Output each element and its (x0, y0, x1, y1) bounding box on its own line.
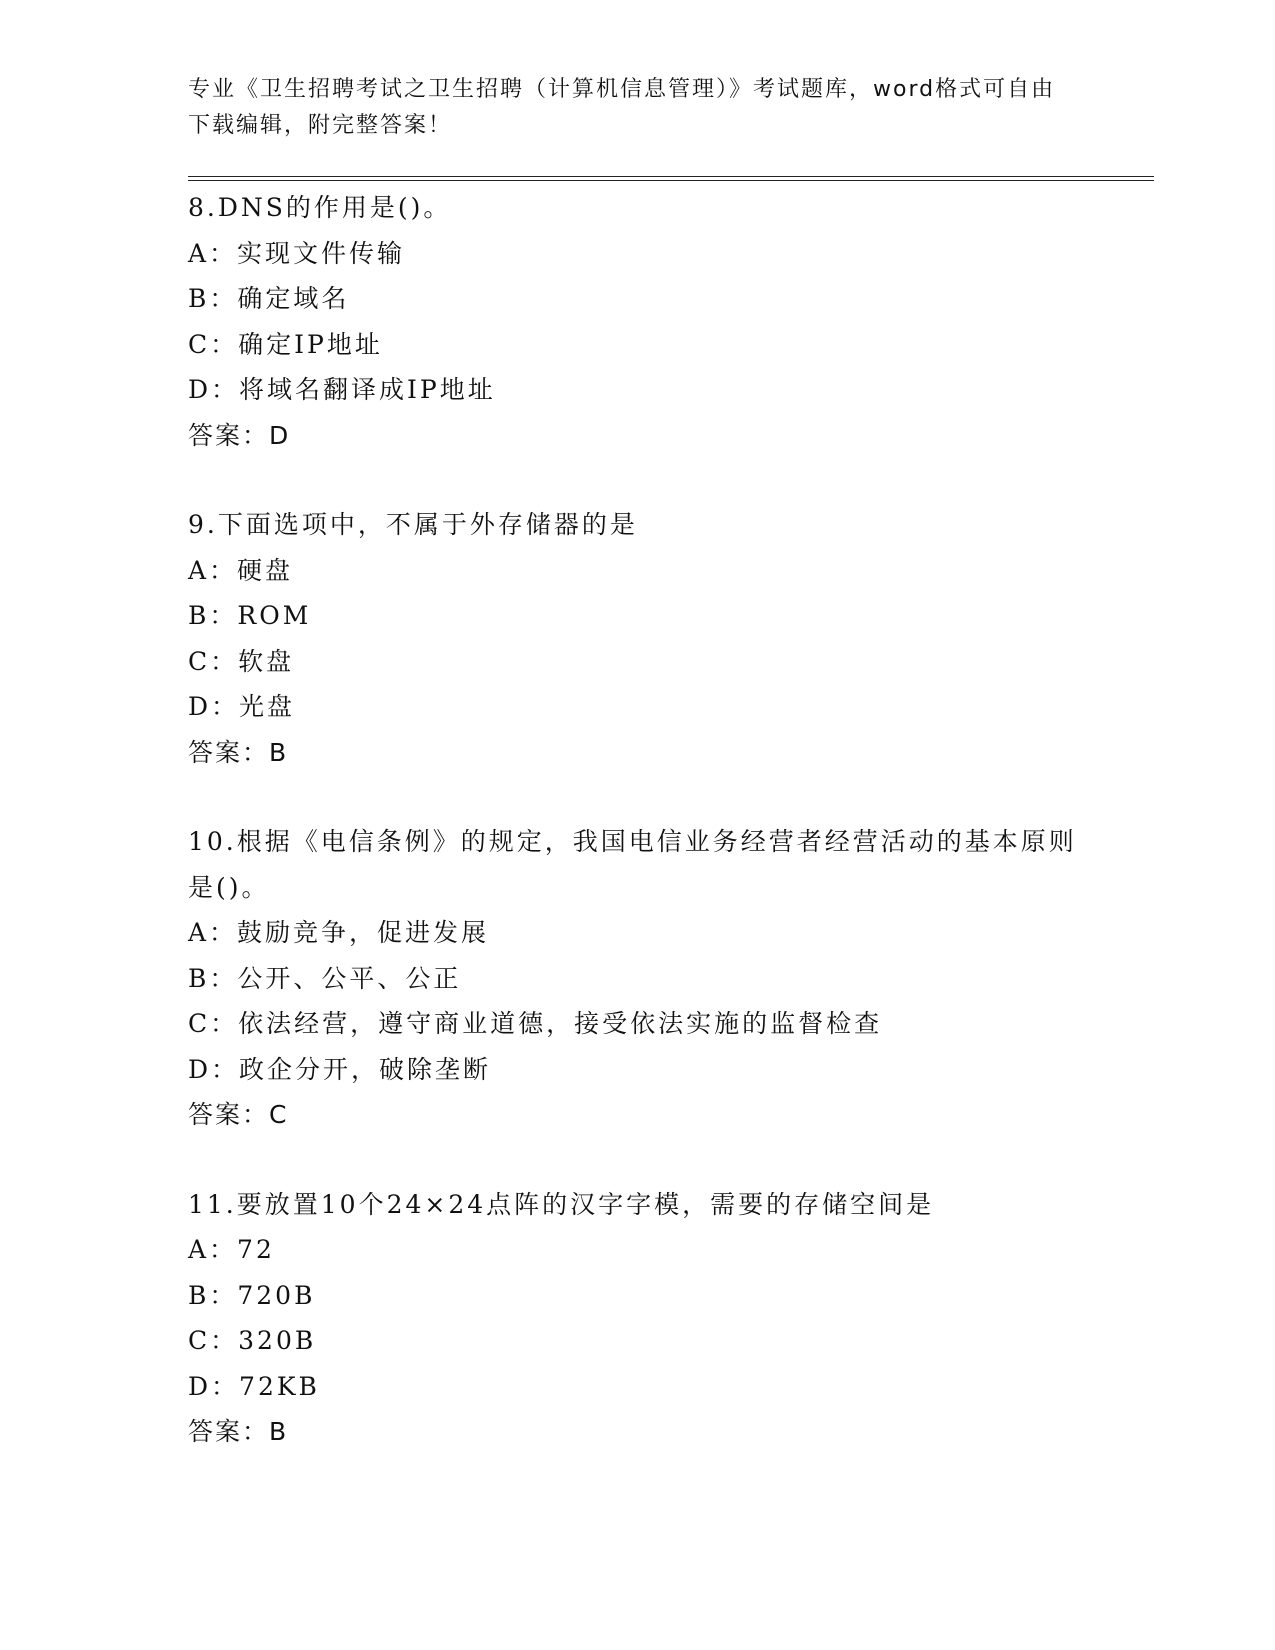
document-intro: 专业《卫生招聘考试之卫生招聘（计算机信息管理）》考试题库，word格式可自由下载编辑，附完整答案！ (188, 77, 1056, 138)
question-10 (188, 819, 1088, 1138)
option-c: C：依法经营，遵守商业道德，接受依法实施的监督检查 (188, 1009, 883, 1038)
option-b: B：ROM (188, 601, 312, 630)
question-9 (188, 502, 1088, 775)
option-a: A：72 (188, 1235, 275, 1264)
option-b: B：确定域名 (188, 284, 350, 313)
option-c: C：软盘 (188, 646, 295, 676)
option-c: C：确定IP地址 (188, 329, 383, 359)
question-list (188, 185, 1088, 1455)
question-stem: 11.要放置10个24×24点阵的汉字字模，需要的存储空间是 (188, 1189, 935, 1219)
question-stem: 9.下面选项中，不属于外存储器的是 (188, 510, 638, 539)
question-11 (188, 1182, 1088, 1455)
option-c: C：320B (188, 1326, 317, 1355)
answer-line: 答案：B (188, 737, 289, 767)
question-8 (188, 185, 1088, 458)
option-d: D：光盘 (188, 692, 296, 721)
question-stem: 8.DNS的作用是()。 (188, 193, 452, 222)
option-a: A：鼓励竞争，促进发展 (188, 918, 490, 947)
answer-line: 答案：D (188, 420, 291, 450)
option-b: B：公开、公平、公正 (188, 963, 462, 993)
question-stem: 10.根据《电信条例》的规定，我国电信业务经营者经营活动的基本原则是()。 (188, 827, 1077, 902)
option-d: D：将域名翻译成IP地址 (188, 375, 496, 404)
answer-line: 答案：C (188, 1100, 289, 1129)
header-divider (188, 176, 1154, 181)
option-a: A：实现文件传输 (188, 238, 406, 268)
option-d: D：政企分开，破除垄断 (188, 1054, 492, 1084)
option-a: A：硬盘 (188, 555, 294, 585)
answer-line: 答案：B (188, 1417, 289, 1446)
option-d: D：72KB (188, 1371, 320, 1401)
option-b: B：720B (188, 1280, 316, 1310)
